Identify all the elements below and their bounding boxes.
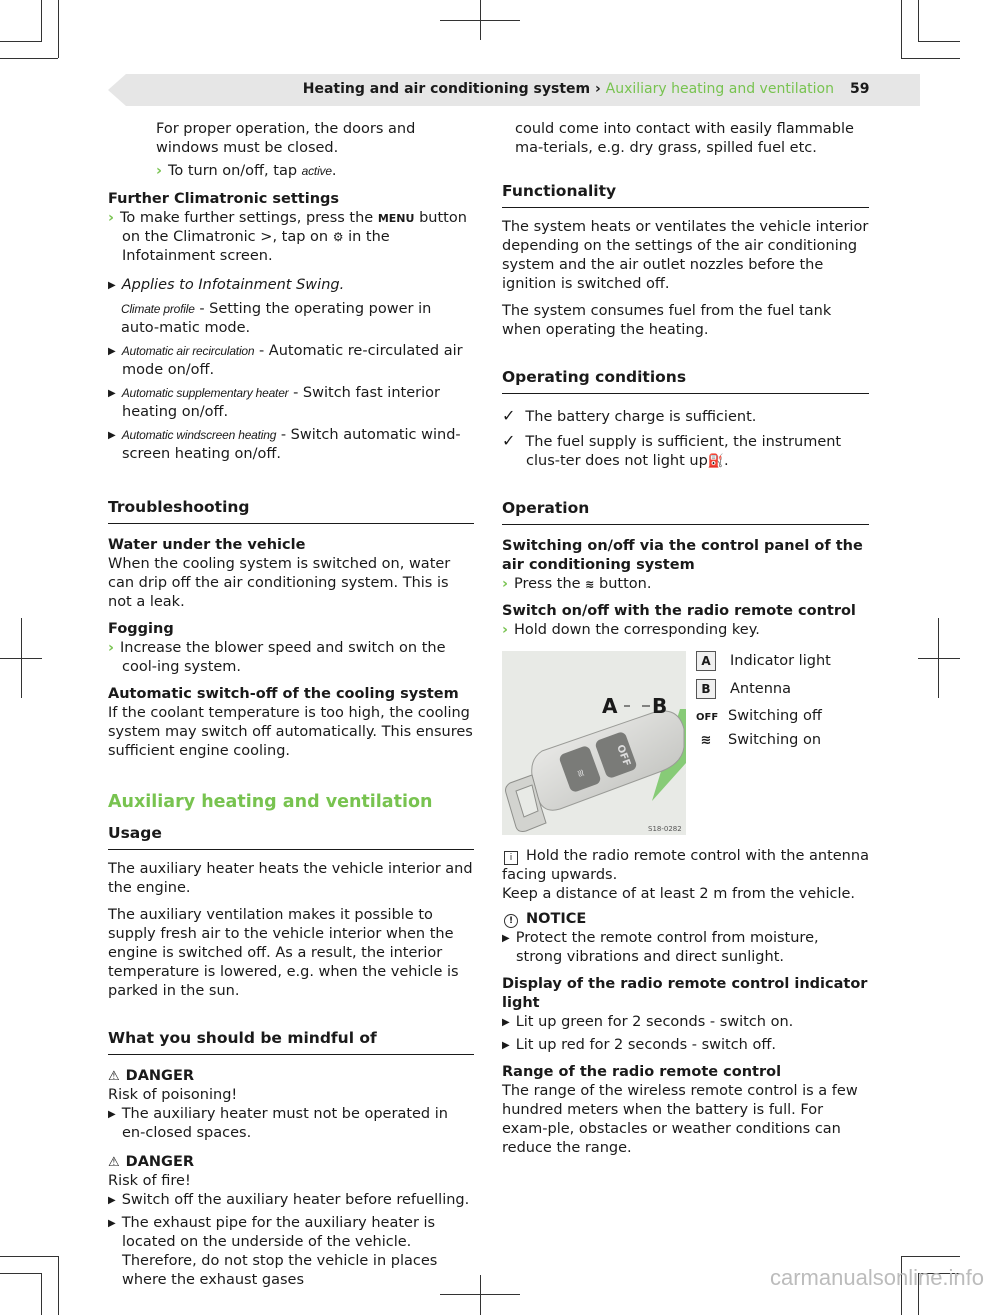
hold-note bbox=[502, 847, 869, 885]
crop-mark bbox=[21, 618, 22, 698]
bullet-triangle-icon: ▶ bbox=[108, 430, 116, 441]
on-symbol: ≋ bbox=[700, 733, 712, 748]
crop-mark bbox=[480, 0, 481, 40]
step-text: To make further settings, press the bbox=[119, 210, 374, 226]
figure-code: S18-0282 bbox=[648, 825, 682, 833]
display-item bbox=[502, 1013, 869, 1032]
display-item bbox=[502, 1036, 869, 1055]
notice-item bbox=[502, 929, 869, 967]
legend-label: Switching off bbox=[728, 708, 822, 724]
danger-item-text: The exhaust pipe for the auxiliary heater is located on the underside of the vehicle. Therefore, do not stop the vehicle in places where the exhaust gases bbox=[121, 1215, 438, 1288]
danger-label bbox=[108, 1153, 474, 1172]
bullet-triangle-icon: ▶ bbox=[502, 933, 510, 944]
chevron-right-icon: > bbox=[260, 229, 273, 245]
usage-heading: Usage bbox=[108, 824, 474, 850]
hold-note-text: Hold the radio remote control with the antenna facing upwards. bbox=[502, 848, 869, 883]
step-arrow-icon: › bbox=[108, 210, 114, 226]
step-arrow-icon: › bbox=[156, 163, 162, 179]
setting-text: - Switch automatic wind-screen heating on/off. bbox=[122, 427, 461, 462]
active-softkey: active bbox=[301, 164, 332, 178]
turn-on-off-step bbox=[156, 162, 474, 181]
swing-note bbox=[108, 276, 474, 295]
danger-item bbox=[108, 1105, 474, 1143]
off-symbol: OFF bbox=[696, 712, 719, 723]
display-item-text: Lit up green for 2 seconds - switch on. bbox=[515, 1014, 794, 1030]
setting-climate-profile bbox=[121, 300, 474, 338]
crop-mark bbox=[41, 1273, 42, 1315]
legend-item bbox=[696, 707, 870, 731]
setting-text: - Setting the operating power in auto-matic mode. bbox=[121, 301, 432, 336]
danger-title: Risk of poisoning! bbox=[108, 1087, 238, 1103]
auto-switch-off-text: If the coolant temperature is too high, the cooling system may switch off automatically. This ensures sufficient engine cooling. bbox=[108, 705, 473, 759]
header-separator: › bbox=[590, 81, 606, 97]
crop-mark bbox=[0, 58, 58, 59]
distance-note: Keep a distance of at least 2 m from the vehicle. bbox=[502, 886, 856, 902]
right-column-lower bbox=[502, 847, 869, 1158]
fogging-step bbox=[108, 639, 474, 677]
functionality-text-1: The system heats or ventilates the vehicle interior depending on the settings of the air conditioning system and the air outlet nozzles before the ignition is switched off. bbox=[502, 219, 869, 292]
legend-item bbox=[696, 731, 870, 755]
condition-item bbox=[502, 406, 869, 427]
crop-mark bbox=[901, 0, 902, 58]
setting-text: - Switch fast interior heating on/off. bbox=[122, 385, 440, 420]
fogging-heading: Fogging bbox=[108, 621, 174, 637]
step-arrow-icon: › bbox=[108, 640, 114, 656]
display-heading: Display of the radio remote control indicator light bbox=[502, 976, 868, 1011]
step-arrow-icon: › bbox=[502, 576, 508, 592]
running-header bbox=[303, 80, 834, 99]
remote-control-figure bbox=[502, 651, 686, 835]
legend-item bbox=[696, 679, 870, 707]
setting-windscreen-heating bbox=[108, 426, 474, 464]
setting-key: Automatic air recirculation bbox=[121, 344, 255, 358]
info-icon: i bbox=[504, 851, 518, 865]
remote-control-illustration bbox=[502, 651, 686, 835]
warning-triangle-icon: ⚠ bbox=[108, 1069, 120, 1084]
step-text: Hold down the corresponding key. bbox=[513, 622, 760, 638]
doors-windows-note: For proper operation, the doors and windows must be closed. bbox=[156, 121, 416, 156]
fuel-warning-icon: ⛽ bbox=[707, 454, 724, 469]
further-settings-heading: Further Climatronic settings bbox=[108, 191, 340, 207]
step-text: button. bbox=[599, 576, 652, 592]
crop-mark bbox=[918, 0, 919, 42]
bullet-triangle-icon: ▶ bbox=[108, 1109, 116, 1120]
check-icon: ✓ bbox=[502, 431, 516, 450]
operating-conditions-heading: Operating conditions bbox=[502, 368, 869, 394]
crop-mark bbox=[480, 1275, 481, 1315]
legend-label: Antenna bbox=[730, 681, 791, 697]
right-column bbox=[502, 120, 869, 640]
legend-item bbox=[696, 651, 870, 679]
bullet-triangle-icon: ▶ bbox=[108, 1218, 116, 1229]
danger-item bbox=[108, 1214, 474, 1290]
left-column bbox=[108, 120, 474, 1290]
crop-mark bbox=[918, 41, 960, 42]
step-text: To turn on/off, tap bbox=[167, 163, 298, 179]
callout-b: B bbox=[652, 694, 668, 718]
watermark: carmanualsonline.info bbox=[770, 1265, 984, 1290]
figure-legend bbox=[696, 651, 870, 755]
crop-mark bbox=[938, 618, 939, 698]
swing-note-text: Applies to Infotainment Swing. bbox=[121, 277, 345, 293]
crop-mark bbox=[58, 0, 59, 58]
check-icon: ✓ bbox=[502, 406, 516, 425]
operation-heading: Operation bbox=[502, 499, 869, 525]
bullet-triangle-icon: ▶ bbox=[108, 388, 116, 399]
control-panel-heading: Switching on/off via the control panel of the air conditioning system bbox=[502, 538, 863, 573]
crop-mark bbox=[58, 1256, 59, 1315]
crop-mark bbox=[0, 41, 42, 42]
condition-text: The fuel supply is sufficient, the instrument clus-ter does not light up bbox=[525, 434, 842, 469]
danger-label-text: DANGER bbox=[125, 1154, 195, 1170]
header-bar-notch bbox=[108, 74, 126, 106]
setting-supplementary-heater bbox=[108, 384, 474, 422]
step-text: Press the bbox=[513, 576, 581, 592]
heat-symbol-label: ≋ bbox=[573, 767, 587, 780]
range-text: The range of the wireless remote control is a few hundred meters when the battery is full. For exam-ple, obstacles or weather conditions can reduce the range. bbox=[502, 1083, 858, 1156]
bullet-triangle-icon: ▶ bbox=[502, 1040, 510, 1051]
bullet-triangle-icon: ▶ bbox=[502, 1017, 510, 1028]
step-arrow-icon: › bbox=[502, 622, 508, 638]
danger-title: Risk of fire! bbox=[108, 1173, 191, 1189]
remote-control-step bbox=[502, 621, 869, 640]
usage-text-2: The auxiliary ventilation makes it possible to supply fresh air to the vehicle interior when the engine is switched off. As a result, the interior temperature is lowered, e.g. when the vehicle is parked in the sun. bbox=[108, 907, 459, 999]
legend-key: B bbox=[696, 679, 716, 699]
step-text-end: . bbox=[331, 163, 337, 179]
usage-text-1: The auxiliary heater heats the vehicle interior and the engine. bbox=[108, 861, 473, 896]
header-subsection: Auxiliary heating and ventilation bbox=[605, 81, 834, 97]
bullet-triangle-icon: ▶ bbox=[108, 346, 116, 357]
danger-item-text: Switch off the auxiliary heater before refuelling. bbox=[121, 1192, 470, 1208]
aux-heater-icon: ≋ bbox=[585, 578, 595, 591]
display-item-text: Lit up red for 2 seconds - switch off. bbox=[515, 1037, 776, 1053]
step-text: , tap on bbox=[272, 229, 329, 245]
setting-text: - Automatic re-circulated air mode on/off. bbox=[122, 343, 463, 378]
remote-control-heading: Switch on/off with the radio remote control bbox=[502, 603, 856, 619]
danger-label-text: DANGER bbox=[125, 1068, 195, 1084]
danger-item-text: The auxiliary heater must not be operated in en-closed spaces. bbox=[121, 1106, 448, 1141]
danger-continuation: could come into contact with easily flammable ma-terials, e.g. dry grass, spilled fuel etc. bbox=[515, 121, 854, 156]
step-text: in the Infotainment screen. bbox=[122, 229, 390, 264]
setting-key: Automatic supplementary heater bbox=[121, 386, 289, 400]
bullet-triangle-icon: ▶ bbox=[108, 1195, 116, 1206]
settings-icon: ⚙ bbox=[332, 230, 344, 244]
header-section: Heating and air conditioning system bbox=[302, 81, 591, 97]
notice-label-text: NOTICE bbox=[526, 911, 587, 927]
water-text: When the cooling system is switched on, water can drip off the air conditioning system. This is not a leak. bbox=[108, 556, 451, 610]
legend-label: Indicator light bbox=[730, 653, 831, 669]
legend-key: A bbox=[696, 651, 716, 671]
bullet-triangle-icon: ▶ bbox=[108, 280, 116, 291]
condition-text: The battery charge is sufficient. bbox=[525, 409, 757, 425]
notice-icon: ! bbox=[504, 914, 518, 928]
crop-mark bbox=[0, 1273, 42, 1274]
water-heading: Water under the vehicle bbox=[108, 537, 306, 553]
control-panel-step bbox=[502, 575, 869, 594]
condition-text-end: . bbox=[724, 453, 729, 469]
setting-key: Climate profile bbox=[121, 302, 195, 316]
menu-key: MENU bbox=[377, 212, 415, 225]
aux-heating-title: Auxiliary heating and ventilation bbox=[108, 792, 433, 812]
auto-switch-off-heading: Automatic switch-off of the cooling system bbox=[108, 686, 459, 702]
warning-triangle-icon: ⚠ bbox=[108, 1155, 120, 1170]
crop-mark bbox=[0, 1256, 58, 1257]
callout-a: A bbox=[602, 694, 618, 718]
danger-label bbox=[108, 1067, 474, 1086]
off-button-label: OFF bbox=[614, 743, 633, 768]
notice-item-text: Protect the remote control from moisture, strong vibrations and direct sunlight. bbox=[515, 930, 819, 965]
mindful-heading: What you should be mindful of bbox=[108, 1029, 474, 1055]
crop-mark bbox=[918, 658, 960, 659]
step-text: button on the Climatronic bbox=[122, 210, 467, 245]
condition-item bbox=[502, 431, 869, 471]
crop-mark bbox=[41, 0, 42, 42]
functionality-heading: Functionality bbox=[502, 182, 869, 208]
crop-mark bbox=[901, 58, 960, 59]
page-number: 59 bbox=[850, 81, 870, 97]
crop-mark bbox=[901, 1256, 960, 1257]
setting-key: Automatic windscreen heating bbox=[121, 428, 277, 442]
danger-item bbox=[108, 1191, 474, 1210]
notice-label bbox=[502, 910, 869, 929]
further-settings-step bbox=[108, 209, 474, 266]
legend-label: Switching on bbox=[728, 732, 822, 748]
range-heading: Range of the radio remote control bbox=[502, 1064, 782, 1080]
functionality-text-2: The system consumes fuel from the fuel tank when operating the heating. bbox=[502, 303, 832, 338]
setting-air-recirculation bbox=[108, 342, 474, 380]
troubleshooting-heading: Troubleshooting bbox=[108, 498, 474, 524]
step-text: Increase the blower speed and switch on the cool-ing system. bbox=[119, 640, 446, 675]
